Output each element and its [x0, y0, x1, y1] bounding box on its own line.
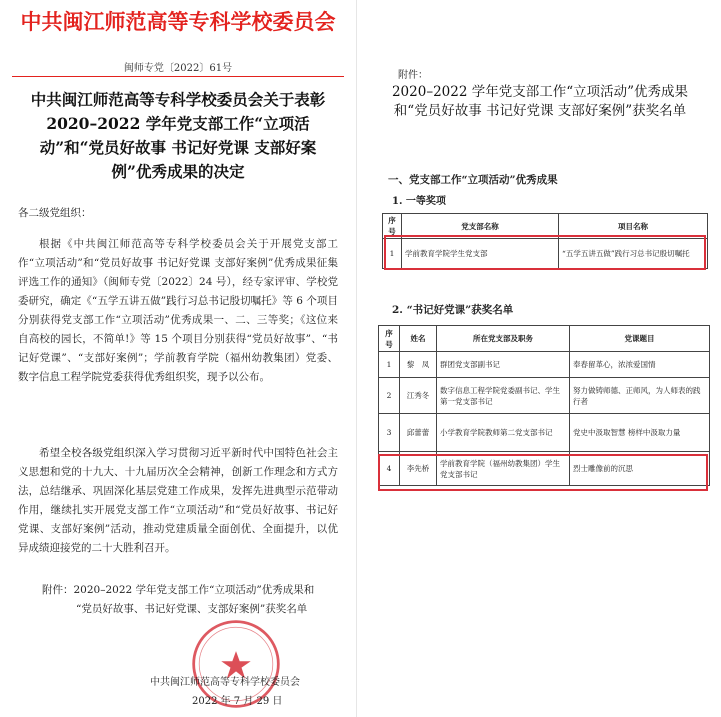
table-row [379, 414, 710, 452]
table-cell: 3 [379, 414, 400, 452]
table-header: 党支部名称 [402, 214, 559, 239]
body-paragraph-1: 根据《中共闽江师范高等专科学校委员会关于开展党支部工作“立项活动”和“党员好故事 书记好党课 支部好案例”优秀成果征集评选工作的通知》（闽师专党〔2022〕24 号），经专家评审、学校党委研究，确定《“五学五讲五做”践行习总书记殷切嘱托》等 6 个项目分别获得党支部工作“立项活动”优秀成果一、二、三等奖；《这位来自高校的园长，不简单!》等 15 个项目分别获得“党员好故事”、“书记好党课”、“支部好案例”；学前教育学院（福州幼教集团）党委、数字信息工程学院党委获得优秀组织奖，现予以公布。 [18, 238, 338, 383]
document-header-title: 中共闽江师范高等专科学校委员会 [20, 10, 336, 34]
table-header: 项目名称 [559, 214, 708, 239]
attachment-label: 附件： [398, 70, 428, 81]
table-header: 序号 [379, 326, 400, 352]
table-cell: 烈士雕像前的沉思 [570, 452, 710, 486]
award-list-title: 2020–2022 学年党支部工作“立项活动”优秀成果和“党员好故事 书记好党课 支部好案例”获奖名单 [391, 84, 689, 119]
body-paragraph-2: 希望全校各级党组织深入学习贯彻习近平新时代中国特色社会主义思想和党的十九大、十九届历次全会精神，创新工作理念和方式方法，总结继承、巩固深化基层党建工作成果，发挥先进典型示范带动作用，继续扎实开展党支部工作“立项活动”和“党员好故事、书记好党课、支部好案例”活动，推动党建质量全面创优、全面提升，以优异成绩迎接党的二十大胜利召开。 [18, 447, 338, 554]
table-cell: 2 [379, 378, 400, 414]
highlight-box [378, 454, 708, 491]
section-1-subtitle: 1. 一等奖项 [392, 196, 446, 207]
table-header: 序号 [383, 214, 402, 239]
table-cell: 数字信息工程学院党委副书记、学生第一党支部书记 [437, 378, 570, 414]
section-1-title: 一、党支部工作“立项活动”优秀成果 [388, 174, 558, 186]
table-header: 党课题目 [570, 326, 710, 352]
table-cell: 小学教育学院教师第二党支部书记 [437, 414, 570, 452]
salutation: 各二级党组织： [18, 207, 92, 219]
table-cell: 学前教育学院（福州幼教集团）学生党支部书记 [437, 452, 570, 486]
table-cell: 4 [379, 452, 400, 486]
decision-title: 中共闽江师范高等专科学校委员会关于表彰 2020–2022 学年党支部工作“立项活动”和“党员好故事 书记好党课 支部好案例”优秀成果的决定 [30, 90, 326, 181]
table-row [379, 378, 710, 414]
header-divider [12, 76, 344, 77]
section-2-title: 2. “书记好党课”获奖名单 [392, 304, 514, 316]
table-cell: 江秀冬 [400, 378, 437, 414]
table-cell: 1 [383, 239, 402, 269]
table-header: 所在党支部及职务 [437, 326, 570, 352]
highlight-box [384, 235, 706, 270]
table-cell: 党史中汲取智慧 榜样中汲取力量 [570, 414, 710, 452]
attachment-line-1: 附件：2020–2022 学年党支部工作“立项活动”优秀成果和 [42, 584, 315, 596]
table-header: 姓名 [400, 326, 437, 352]
table-cell: 奉春留革心，浓浓爱国情 [570, 352, 710, 378]
table-header-row [379, 326, 710, 352]
table-cell: 群团党支部副书记 [437, 352, 570, 378]
signature-date: 2022 年 7 月 29 日 [192, 696, 283, 707]
table-cell: 黎 凤 [400, 352, 437, 378]
table-cell: 邱蕾蕾 [400, 414, 437, 452]
table-cell: “五学五讲五做”践行习总书记殷切嘱托 [559, 239, 708, 269]
table-cell: 李先桥 [400, 452, 437, 486]
attachment-line-2: “党员好故事、书记好党课、支部好案例”获奖名单 [76, 603, 308, 615]
table-cell: 努力做铸师德、正师风，为人师表的践行者 [570, 378, 710, 414]
decision-document-page [0, 0, 356, 717]
document-number: 闽师专党〔2022〕61号 [123, 63, 233, 74]
table-row [379, 352, 710, 378]
table-cell: 学前教育学院学生党支部 [402, 239, 559, 269]
signature-organization: 中共闽江师范高等专科学校委员会 [150, 677, 300, 688]
table-cell: 1 [379, 352, 400, 378]
